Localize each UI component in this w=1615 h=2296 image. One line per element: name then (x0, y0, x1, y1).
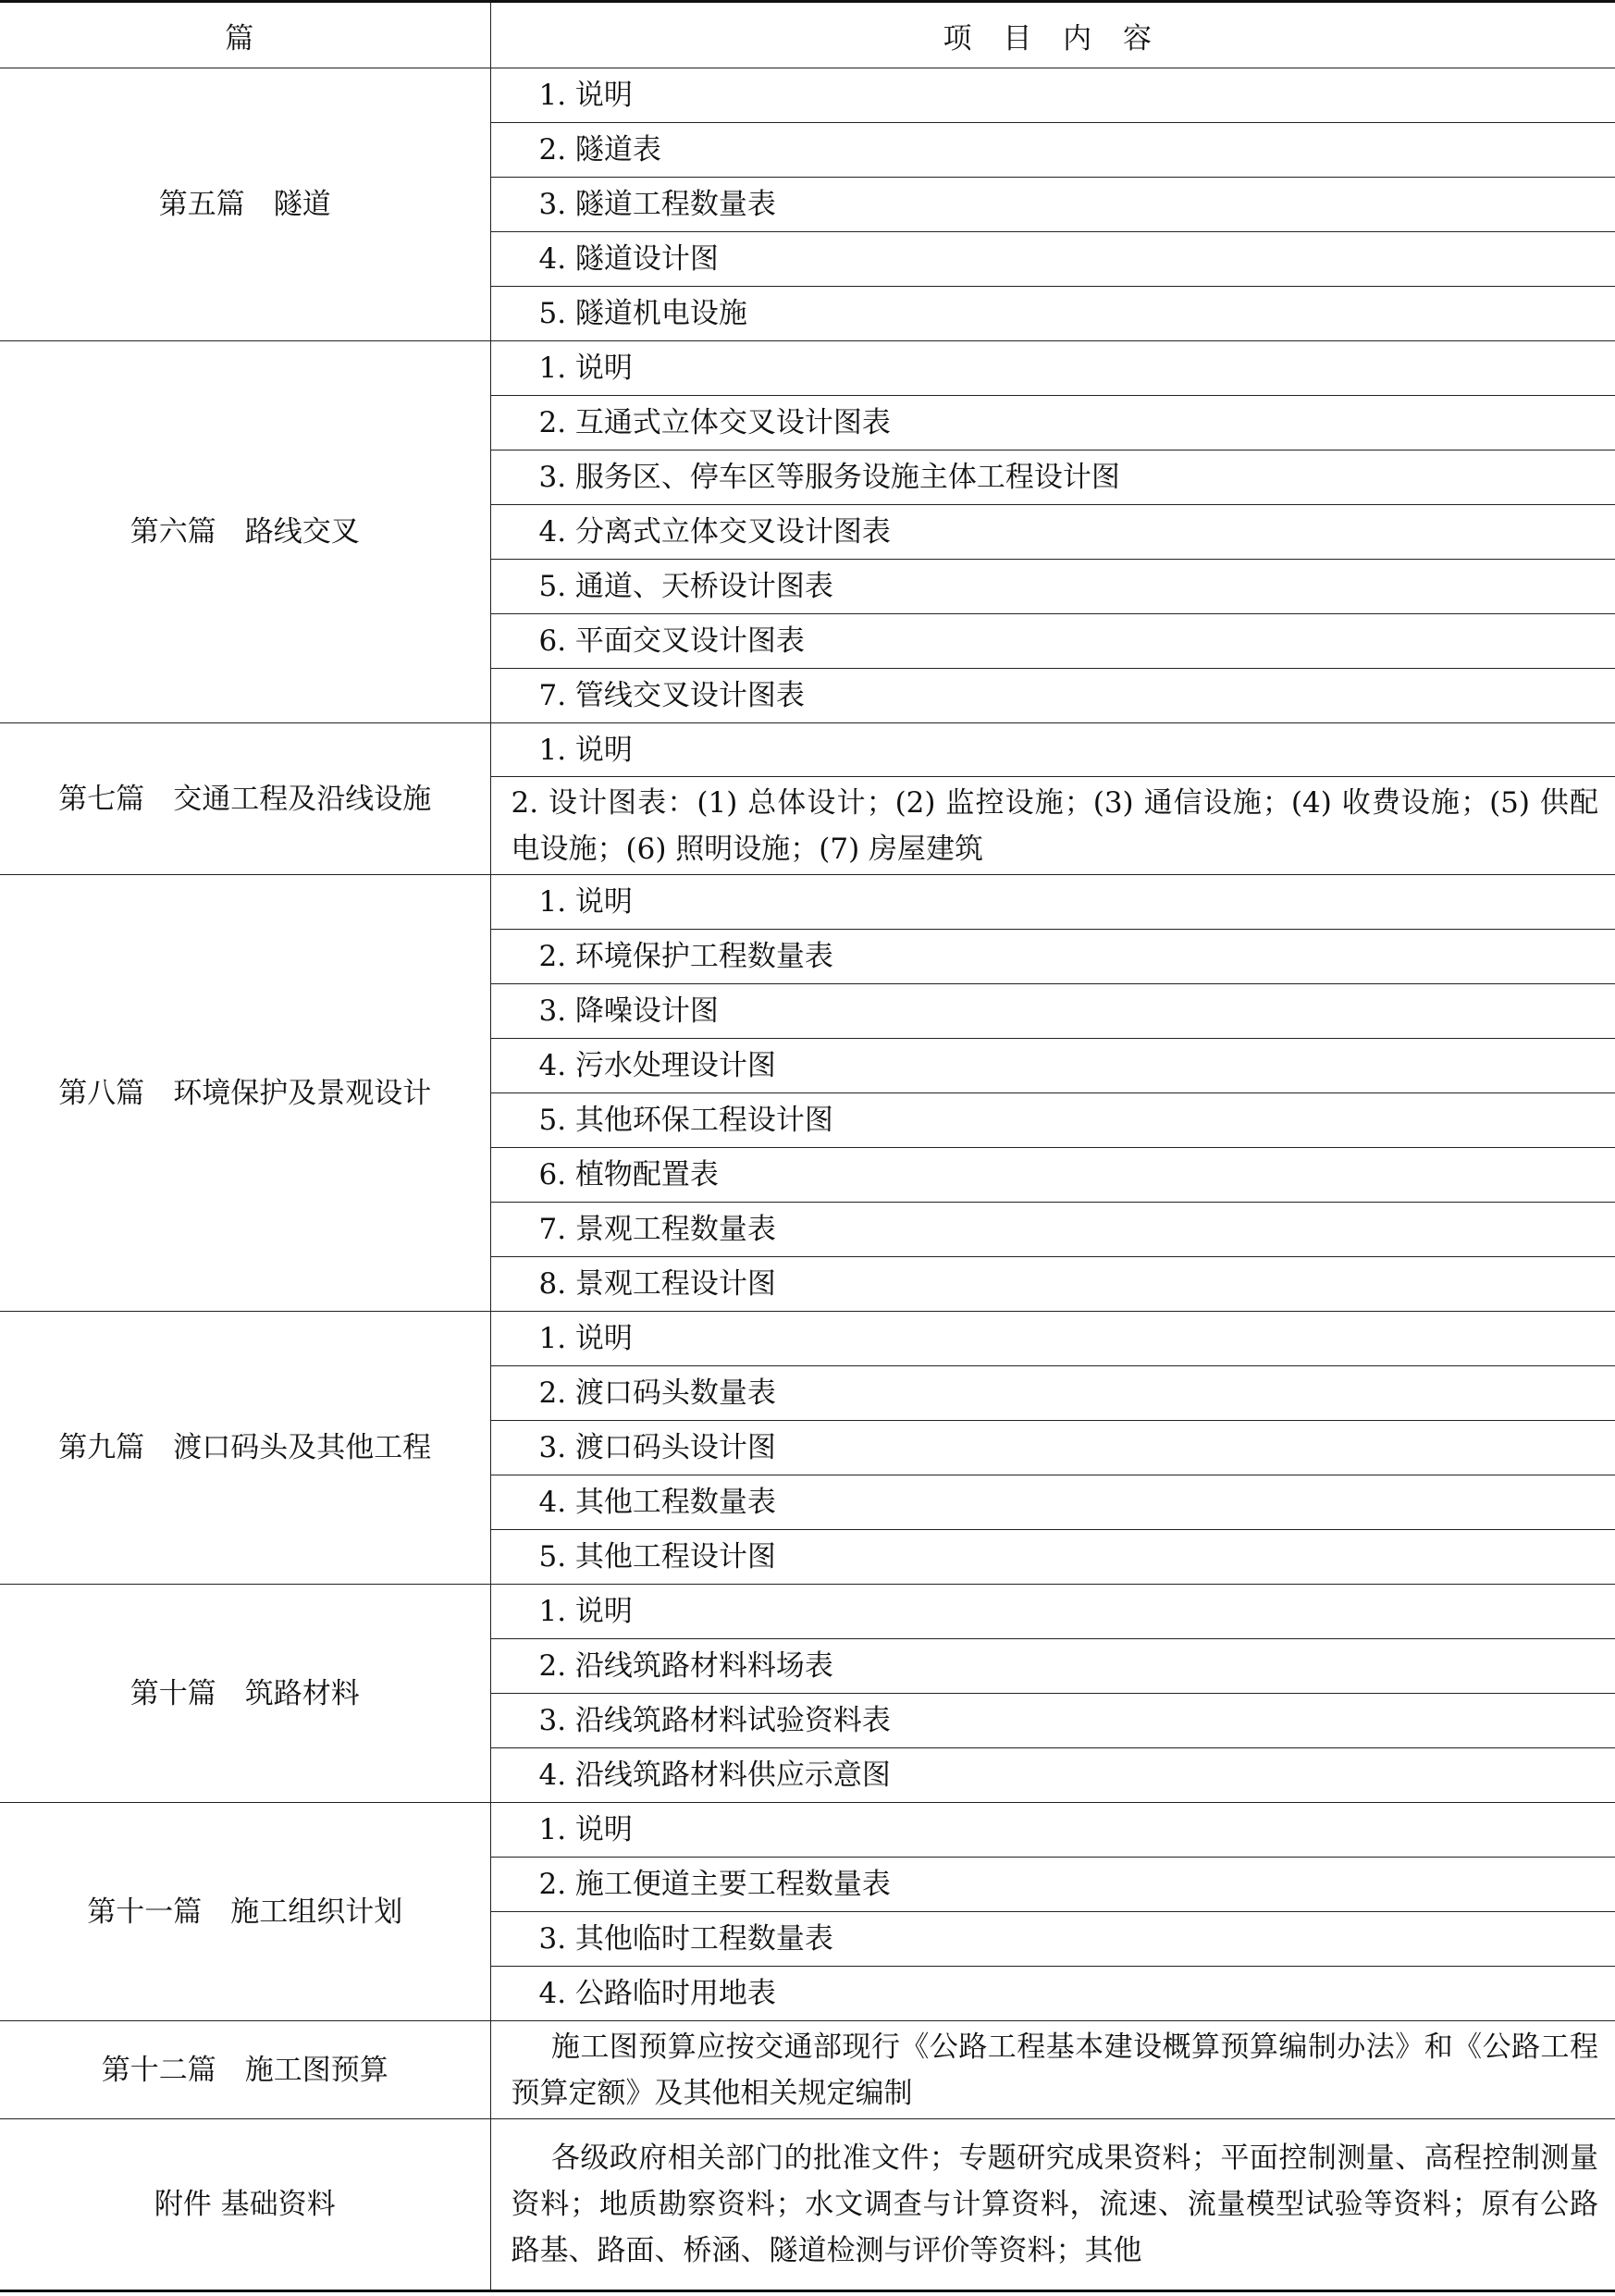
item-text: 2. 沿线筑路材料料场表 (490, 1639, 1615, 1694)
table-row (0, 1585, 1615, 1639)
item-text: 3. 隧道工程数量表 (490, 178, 1615, 232)
item-text: 4. 隧道设计图 (490, 232, 1615, 287)
item-text: 4. 其他工程数量表 (490, 1475, 1615, 1530)
part-title: 第十二篇 施工图预算 (0, 2021, 490, 2119)
item-text: 2. 施工便道主要工程数量表 (490, 1858, 1615, 1912)
item-text: 1. 说明 (490, 1312, 1615, 1366)
item-text: 5. 其他工程设计图 (490, 1530, 1615, 1585)
item-text: 2. 环境保护工程数量表 (490, 930, 1615, 984)
item-text: 6. 植物配置表 (490, 1148, 1615, 1203)
item-text: 3. 降噪设计图 (490, 984, 1615, 1039)
table-row (0, 1803, 1615, 1858)
item-text: 4. 沿线筑路材料供应示意图 (490, 1748, 1615, 1803)
item-text: 2. 隧道表 (490, 123, 1615, 178)
table-row (0, 1312, 1615, 1366)
item-text: 7. 管线交叉设计图表 (490, 669, 1615, 723)
item-text: 4. 污水处理设计图 (490, 1039, 1615, 1093)
item-text: 3. 服务区、停车区等服务设施主体工程设计图 (490, 451, 1615, 505)
item-text: 1. 说明 (490, 1803, 1615, 1858)
part-title: 第五篇 隧道 (0, 68, 490, 341)
part-title: 第八篇 环境保护及景观设计 (0, 875, 490, 1312)
item-text: 6. 平面交叉设计图表 (490, 614, 1615, 669)
item-text: 4. 分离式立体交叉设计图表 (490, 505, 1615, 560)
table-row (0, 723, 1615, 777)
item-text: 1. 说明 (490, 68, 1615, 123)
header-part-cell: 篇 (0, 2, 490, 68)
item-text: 施工图预算应按交通部现行《公路工程基本建设概算预算编制办法》和《公路工程预算定额》及其他相关规定编制 (490, 2021, 1615, 2119)
table-row (0, 2119, 1615, 2291)
part-title: 附件 基础资料 (0, 2119, 490, 2291)
item-text: 5. 隧道机电设施 (490, 287, 1615, 341)
item-text: 4. 公路临时用地表 (490, 1967, 1615, 2021)
item-text: 2. 渡口码头数量表 (490, 1366, 1615, 1421)
item-text: 7. 景观工程数量表 (490, 1203, 1615, 1257)
table-row (0, 68, 1615, 123)
item-text: 1. 说明 (490, 1585, 1615, 1639)
item-text: 3. 渡口码头设计图 (490, 1421, 1615, 1475)
item-text: 5. 其他环保工程设计图 (490, 1093, 1615, 1148)
item-text: 3. 其他临时工程数量表 (490, 1912, 1615, 1967)
item-text: 1. 说明 (490, 723, 1615, 777)
item-text: 各级政府相关部门的批准文件；专题研究成果资料；平面控制测量、高程控制测量资料；地质勘察资料；水文调查与计算资料，流速、流量模型试验等资料；原有公路路基、路面、桥涵、隧道检测与评价等资料；其他 (490, 2119, 1615, 2291)
item-text: 2. 设计图表：(1) 总体设计；(2) 监控设施；(3) 通信设施；(4) 收费设施；(5) 供配电设施；(6) 照明设施；(7) 房屋建筑 (490, 777, 1615, 875)
item-text: 5. 通道、天桥设计图表 (490, 560, 1615, 614)
item-text: 2. 互通式立体交叉设计图表 (490, 396, 1615, 451)
part-title: 第七篇 交通工程及沿线设施 (0, 723, 490, 875)
part-title: 第六篇 路线交叉 (0, 341, 490, 723)
item-text: 1. 说明 (490, 341, 1615, 396)
item-text: 1. 说明 (490, 875, 1615, 930)
table-header-row (0, 2, 1615, 68)
table-row (0, 2021, 1615, 2119)
item-text: 8. 景观工程设计图 (490, 1257, 1615, 1312)
item-text: 3. 沿线筑路材料试验资料表 (490, 1694, 1615, 1748)
table-row (0, 341, 1615, 396)
part-title: 第九篇 渡口码头及其他工程 (0, 1312, 490, 1585)
part-title: 第十篇 筑路材料 (0, 1585, 490, 1803)
table-row (0, 875, 1615, 930)
part-title: 第十一篇 施工组织计划 (0, 1803, 490, 2021)
header-content-cell: 项 目 内 容 (490, 2, 1615, 68)
